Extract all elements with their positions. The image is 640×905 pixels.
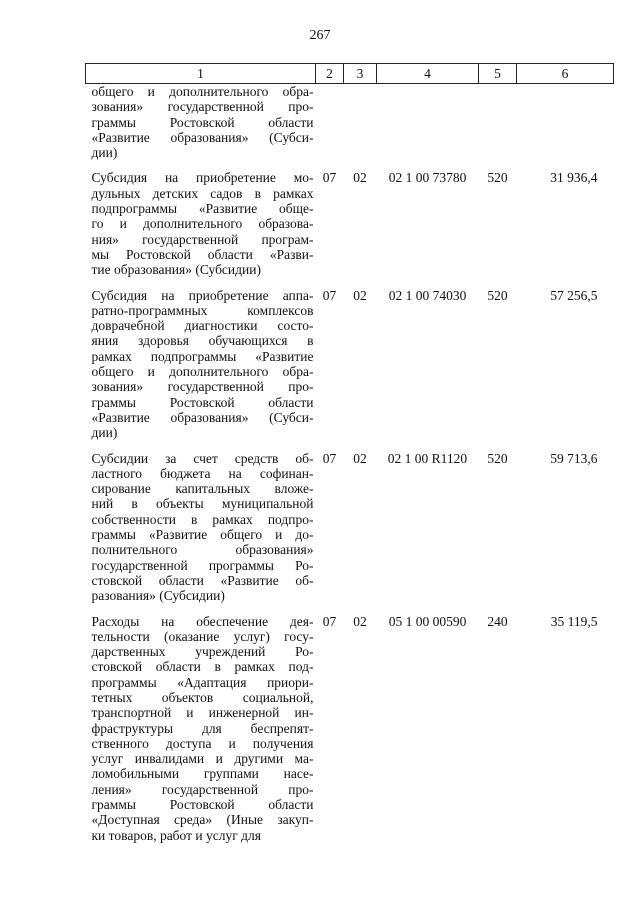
description-line: ственного доступа и получения (91, 735, 314, 751)
subsection-code: 02 (353, 287, 367, 303)
description-line: зования» государственной про- (91, 99, 314, 115)
row-description (86, 278, 316, 441)
description-line: подпрограммы «Развитие обще- (91, 201, 314, 217)
description-line: дии) (91, 425, 118, 441)
description-line: ки товаров, работ и услуг для (91, 827, 261, 843)
description-line: собственности в рамках подпро- (91, 511, 314, 527)
table-header-row (86, 64, 614, 84)
description-line: «Развитие образования» (Субси- (91, 129, 314, 145)
section-code: 07 (322, 170, 337, 186)
description-line: общего и дополнительного обра- (91, 84, 314, 99)
table-row (86, 441, 614, 604)
description-line: «Развитие образования» (Субси- (91, 409, 314, 425)
column-header: 6 (517, 64, 614, 84)
description-line: граммы Ростовской области (91, 114, 314, 130)
description-line: дарственных учреждений Ро- (91, 644, 314, 660)
subsection-code: 02 (353, 613, 367, 629)
description-line: общего и дополнительного обра- (91, 364, 314, 380)
description-line: полнительного образования» (91, 542, 314, 558)
description-line: граммы Ростовской области (91, 394, 314, 410)
description-line: граммы «Развитие общего и до- (91, 527, 314, 543)
row-description (86, 84, 316, 161)
subsection-code: 02 (353, 450, 367, 466)
target-code: 02 1 00 R1120 (387, 450, 468, 466)
section-code (316, 84, 344, 161)
description-line: сирование капитальных вложе- (91, 481, 314, 497)
description-line: ластного бюджета на софинан- (91, 465, 314, 481)
description-line: услуг инвалидами и другими ма- (91, 751, 314, 767)
description-line: программы «Адаптация приори- (91, 674, 314, 690)
description-line: ния» государственной програм- (91, 231, 314, 247)
amount: 35 119,5 (550, 613, 598, 629)
target-code (377, 84, 479, 161)
description-line: государственной программы Ро- (91, 557, 314, 573)
expense-type-code: 240 (487, 613, 508, 629)
description-line: дульных детских садов в рамках (91, 185, 314, 201)
row-description (86, 604, 316, 843)
description-line: ний в объекты муниципальной (91, 496, 314, 512)
description-line: мы Ростовской области «Разви- (91, 246, 314, 262)
description-line: разования» (Субсидии) (91, 588, 225, 604)
page-number: 267 (309, 28, 331, 43)
target-code: 02 1 00 74030 (388, 287, 467, 303)
description-line: граммы Ростовской области (91, 797, 314, 813)
description-line: зования» государственной про- (91, 379, 314, 395)
column-header: 1 (86, 64, 316, 84)
description-line: стовской области «Развитие об- (91, 572, 314, 588)
subsection-code: 02 (353, 170, 367, 186)
description-line: тельности (оказание услуг) госу- (91, 628, 314, 644)
column-header: 2 (316, 64, 344, 84)
table-row (86, 160, 614, 277)
table-row (86, 84, 614, 161)
column-header: 3 (344, 64, 377, 84)
amount (517, 84, 614, 161)
description-line: фраструктуры для беспрепят- (91, 720, 314, 736)
description-line: тетных объектов социальной, (91, 689, 314, 705)
description-line: ления» государственной про- (91, 781, 314, 797)
section-code: 07 (322, 613, 337, 629)
description-line: Субсидии за счет средств об- (91, 450, 314, 466)
description-line: рамках подпрограммы «Развитие (91, 348, 314, 364)
expense-type-code: 520 (487, 287, 508, 303)
target-code: 05 1 00 00590 (388, 613, 467, 629)
target-code: 02 1 00 73780 (388, 170, 467, 186)
expense-type-code: 520 (487, 170, 508, 186)
column-header: 4 (377, 64, 479, 84)
budget-table (85, 63, 614, 843)
section-code: 07 (322, 450, 337, 466)
amount: 31 936,4 (550, 170, 598, 186)
description-line: Субсидия на приобретение аппа- (91, 287, 314, 303)
description-line: дии) (91, 145, 118, 161)
description-line: Субсидия на приобретение мо- (91, 170, 314, 186)
description-line: транспортной и инженерной ин- (91, 705, 314, 721)
amount: 59 713,6 (550, 450, 598, 466)
table-row (86, 604, 614, 843)
description-line: доврачебной диагностики состо- (91, 318, 314, 334)
description-line: «Доступная среда» (Иные закуп- (91, 812, 314, 828)
expense-type-code (479, 84, 517, 161)
subsection-code (344, 84, 377, 161)
description-line: яния здоровья обучающихся в (91, 333, 314, 349)
section-code: 07 (322, 287, 337, 303)
description-line: ратно-программных комплексов (91, 302, 314, 318)
amount: 57 256,5 (550, 287, 598, 303)
row-description (86, 441, 316, 604)
description-line: тие образования» (Субсидии) (91, 262, 261, 278)
description-line: ломобильными группами насе- (91, 766, 314, 782)
description-line: стовской области в рамках под- (91, 659, 314, 675)
description-line: го и дополнительного образова- (91, 216, 314, 232)
column-header: 5 (479, 64, 517, 84)
description-line: Расходы на обеспечение дея- (91, 613, 314, 629)
row-description (86, 160, 316, 277)
expense-type-code: 520 (487, 450, 508, 466)
table-row (86, 278, 614, 441)
